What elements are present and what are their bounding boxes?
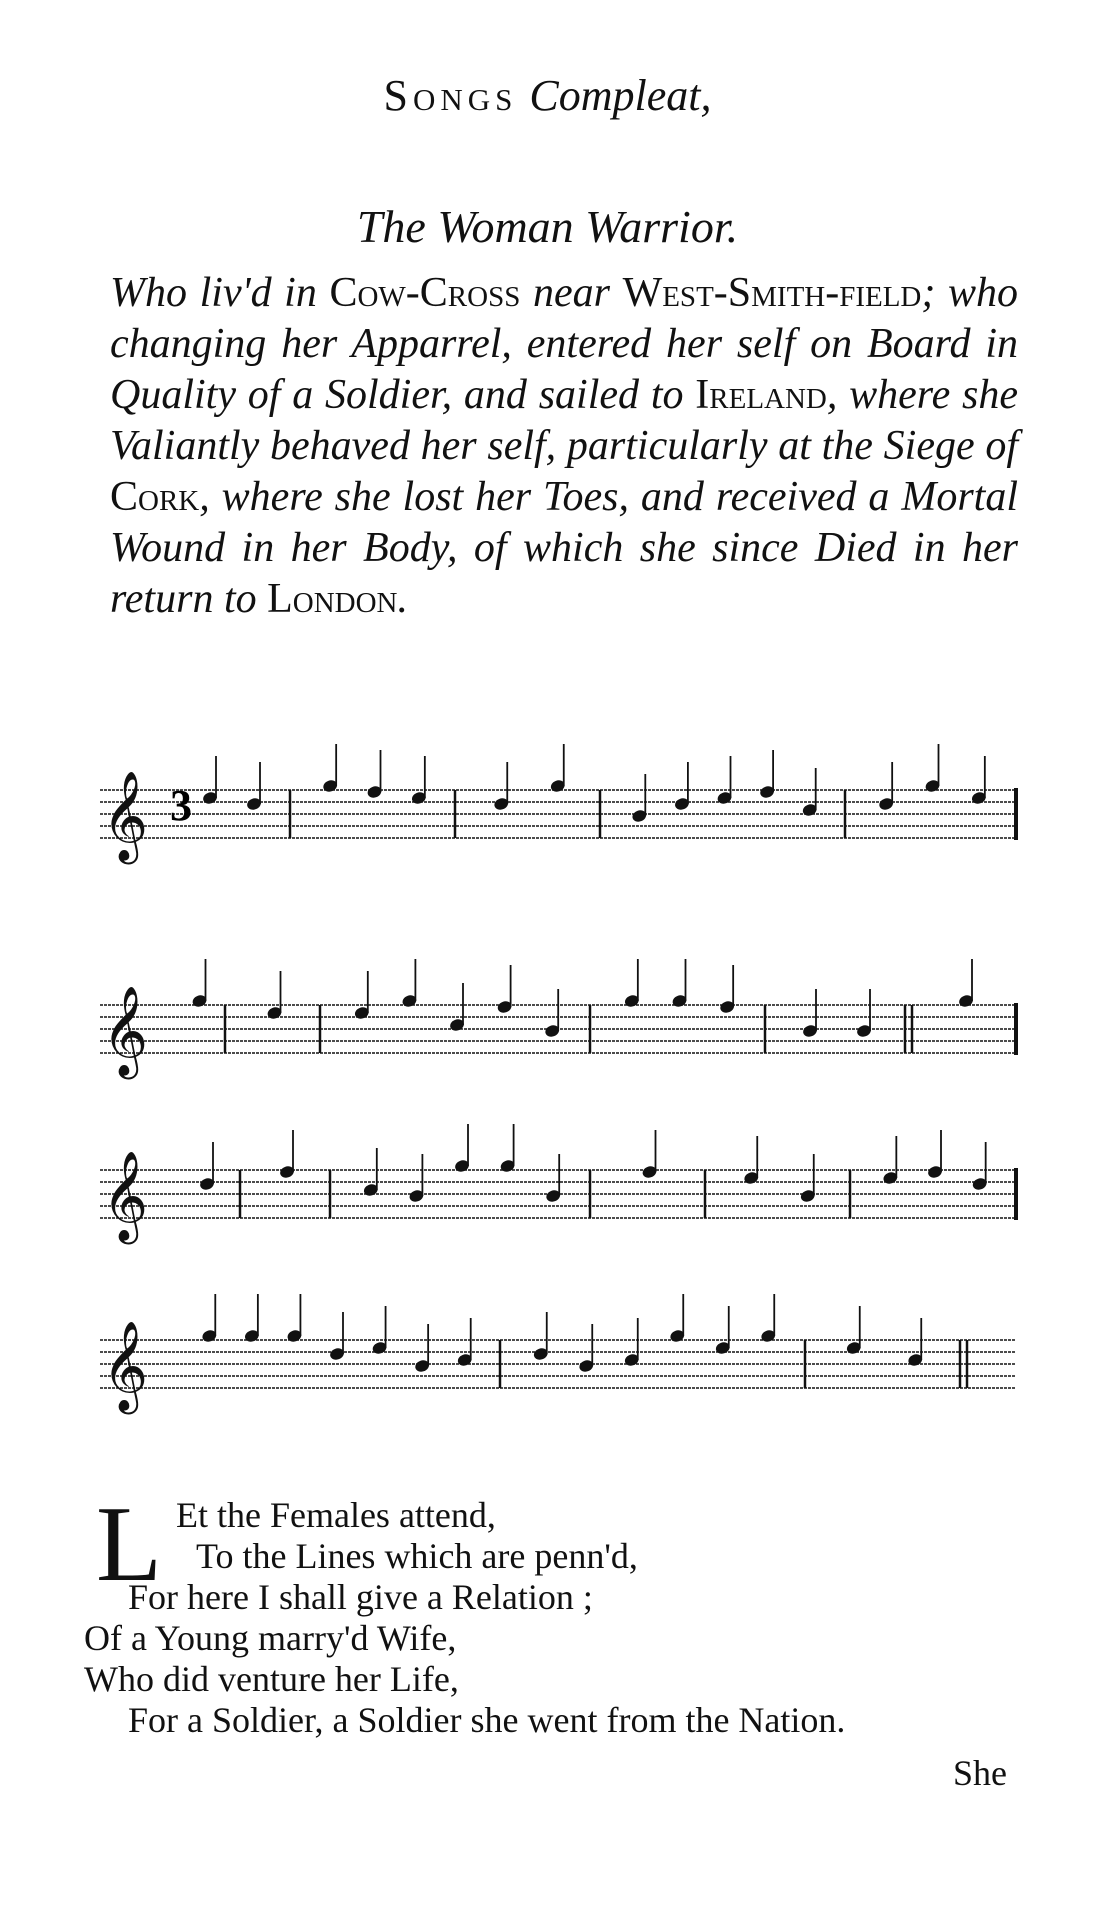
place-name-london: London — [267, 576, 398, 622]
music-system — [100, 744, 1016, 865]
subtitle-part: Who liv'd in — [110, 270, 330, 316]
lyric-line: For a Soldier, a Soldier she went from the Nation. — [128, 1700, 846, 1740]
lyric-line: To the Lines which are penn'd, — [196, 1536, 638, 1576]
treble-clef-icon: 𝄞 — [102, 1321, 149, 1411]
lyrics-stanza — [80, 1485, 1040, 1741]
lyric-line: Of a Young marry'd Wife, — [84, 1618, 457, 1658]
subtitle-part: near — [520, 270, 623, 316]
subtitle-part: , where she Valiantly behaved her self, particularly at the Siege of — [110, 372, 1019, 469]
running-head-italic: Compleat, — [529, 71, 712, 120]
lyric-line: Who did venture her Life, — [84, 1659, 459, 1699]
music-system — [100, 959, 1016, 1080]
catchword: She — [953, 1753, 1007, 1793]
place-name-west-smithfield: West-Smith-field — [622, 270, 922, 316]
lyric-line: Et the Females attend, — [176, 1495, 496, 1535]
time-signature: 3 — [170, 781, 192, 830]
drop-cap: L — [96, 1485, 162, 1604]
song-title: The Woman Warrior. — [356, 201, 739, 252]
music-systems — [100, 744, 1016, 1415]
lyric-line: For here I shall give a Relation ; — [128, 1577, 593, 1617]
subtitle-part: , where she lost her Toes, and received a Mortal Wound in her Body, of which she since Died in her return to — [110, 474, 1018, 622]
music-system — [100, 1294, 1016, 1415]
subtitle-part: ; who changing her Apparrel, entered her self on Board in Quality of a Soldier, and sailed to — [110, 270, 1018, 418]
place-name-cow-cross: Cow-Cross — [329, 270, 521, 316]
treble-clef-icon: 𝄞 — [102, 986, 149, 1076]
running-head-word: Songs — [383, 71, 518, 120]
treble-clef-icon: 𝄞 — [102, 1151, 149, 1241]
music-system — [100, 1124, 1016, 1245]
treble-clef-icon: 𝄞 — [102, 771, 149, 861]
place-name-cork: Cork — [110, 474, 200, 520]
place-name-ireland: Ireland — [695, 372, 827, 418]
subtitle-part: . — [397, 576, 408, 622]
